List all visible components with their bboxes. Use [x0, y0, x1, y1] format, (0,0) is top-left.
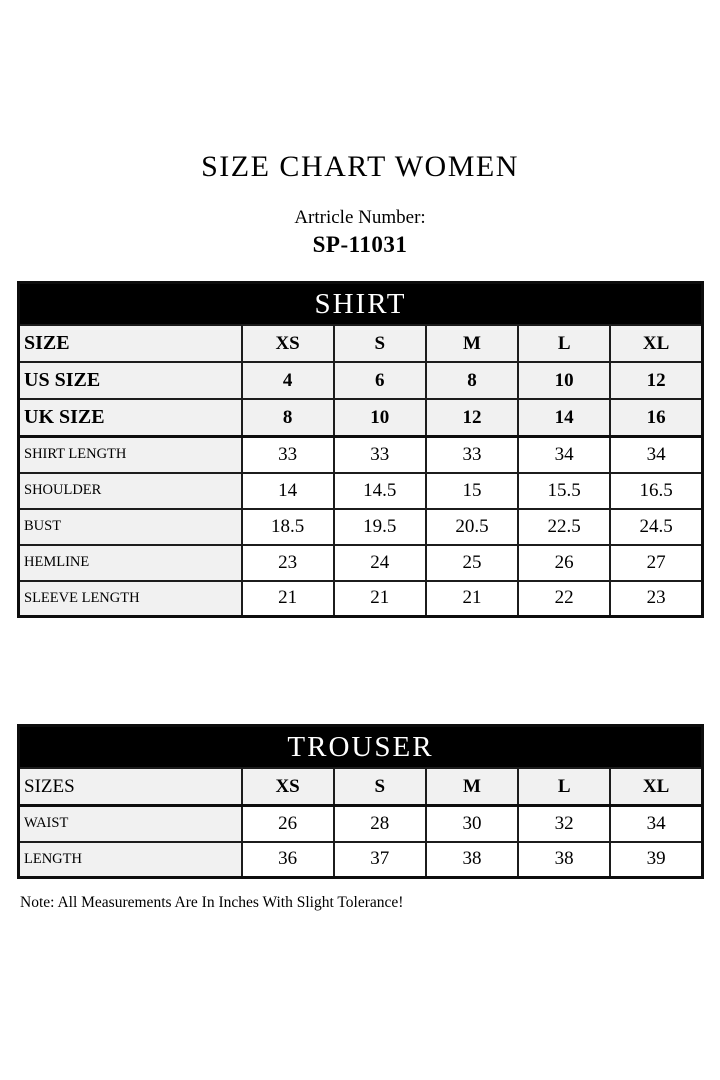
table-cell: 19.5: [334, 509, 426, 545]
row-label: HEMLINE: [19, 545, 242, 581]
table-cell: 34: [610, 437, 702, 473]
table-cell: 39: [610, 842, 702, 878]
table-cell: 20.5: [426, 509, 518, 545]
table-row: [19, 362, 703, 399]
table-cell: 6: [334, 362, 426, 399]
table-cell: 12: [426, 399, 518, 437]
table-cell: 27: [610, 545, 702, 581]
row-label: LENGTH: [19, 842, 242, 878]
table-cell: 21: [334, 581, 426, 617]
table-row: [19, 581, 703, 617]
table-band-row: [19, 726, 703, 769]
measurement-note: Note: All Measurements Are In Inches With Slight Tolerance!: [20, 894, 404, 911]
table-cell: 38: [426, 842, 518, 878]
table-cell: 18.5: [242, 509, 334, 545]
table-cell: 14: [518, 399, 610, 437]
table-cell: 25: [426, 545, 518, 581]
table-cell: 8: [426, 362, 518, 399]
table-row: [19, 768, 703, 806]
table-cell: L: [518, 325, 610, 362]
table-cell: 33: [334, 437, 426, 473]
row-label: SIZE: [19, 325, 242, 362]
table-row: [19, 399, 703, 437]
row-label: SHOULDER: [19, 473, 242, 509]
table-cell: M: [426, 768, 518, 806]
page-title: SIZE CHART WOMEN: [201, 150, 519, 183]
table-cell: 12: [610, 362, 702, 399]
trouser-table-title: TROUSER: [19, 726, 703, 769]
table-cell: 32: [518, 806, 610, 842]
table-cell: 14: [242, 473, 334, 509]
shirt-size-table: [17, 281, 704, 618]
table-cell: XS: [242, 325, 334, 362]
table-cell: 21: [242, 581, 334, 617]
table-cell: 26: [518, 545, 610, 581]
table-cell: 16: [610, 399, 702, 437]
table-row: [19, 842, 703, 878]
table-cell: 24.5: [610, 509, 702, 545]
table-cell: XL: [610, 768, 702, 806]
row-label: BUST: [19, 509, 242, 545]
table-cell: 24: [334, 545, 426, 581]
row-label: US SIZE: [19, 362, 242, 399]
row-label: SIZES: [19, 768, 242, 806]
table-cell: S: [334, 768, 426, 806]
table-cell: 23: [610, 581, 702, 617]
table-cell: 34: [518, 437, 610, 473]
table-cell: 30: [426, 806, 518, 842]
table-row: [19, 509, 703, 545]
table-cell: 14.5: [334, 473, 426, 509]
article-number-value: SP-11031: [312, 232, 408, 257]
table-cell: 33: [242, 437, 334, 473]
table-cell: M: [426, 325, 518, 362]
table-cell: 38: [518, 842, 610, 878]
table-row: [19, 806, 703, 842]
table-cell: 10: [334, 399, 426, 437]
table-cell: 22: [518, 581, 610, 617]
table-cell: 4: [242, 362, 334, 399]
table-row: [19, 473, 703, 509]
row-label: UK SIZE: [19, 399, 242, 437]
table-cell: 16.5: [610, 473, 702, 509]
table-row: [19, 545, 703, 581]
table-row: [19, 437, 703, 473]
table-cell: 15: [426, 473, 518, 509]
table-cell: 15.5: [518, 473, 610, 509]
table-cell: 33: [426, 437, 518, 473]
shirt-table-title: SHIRT: [19, 283, 703, 326]
trouser-size-table: [17, 724, 704, 879]
table-cell: 8: [242, 399, 334, 437]
table-cell: 26: [242, 806, 334, 842]
table-cell: XS: [242, 768, 334, 806]
article-number-label: Artricle Number:: [294, 207, 426, 228]
table-cell: 23: [242, 545, 334, 581]
table-cell: 37: [334, 842, 426, 878]
table-cell: 36: [242, 842, 334, 878]
table-cell: 28: [334, 806, 426, 842]
row-label: WAIST: [19, 806, 242, 842]
table-cell: S: [334, 325, 426, 362]
table-cell: 10: [518, 362, 610, 399]
table-cell: L: [518, 768, 610, 806]
table-row: [19, 325, 703, 362]
table-cell: 34: [610, 806, 702, 842]
table-cell: XL: [610, 325, 702, 362]
row-label: SLEEVE LENGTH: [19, 581, 242, 617]
table-cell: 22.5: [518, 509, 610, 545]
table-cell: 21: [426, 581, 518, 617]
table-band-row: [19, 283, 703, 326]
row-label: SHIRT LENGTH: [19, 437, 242, 473]
